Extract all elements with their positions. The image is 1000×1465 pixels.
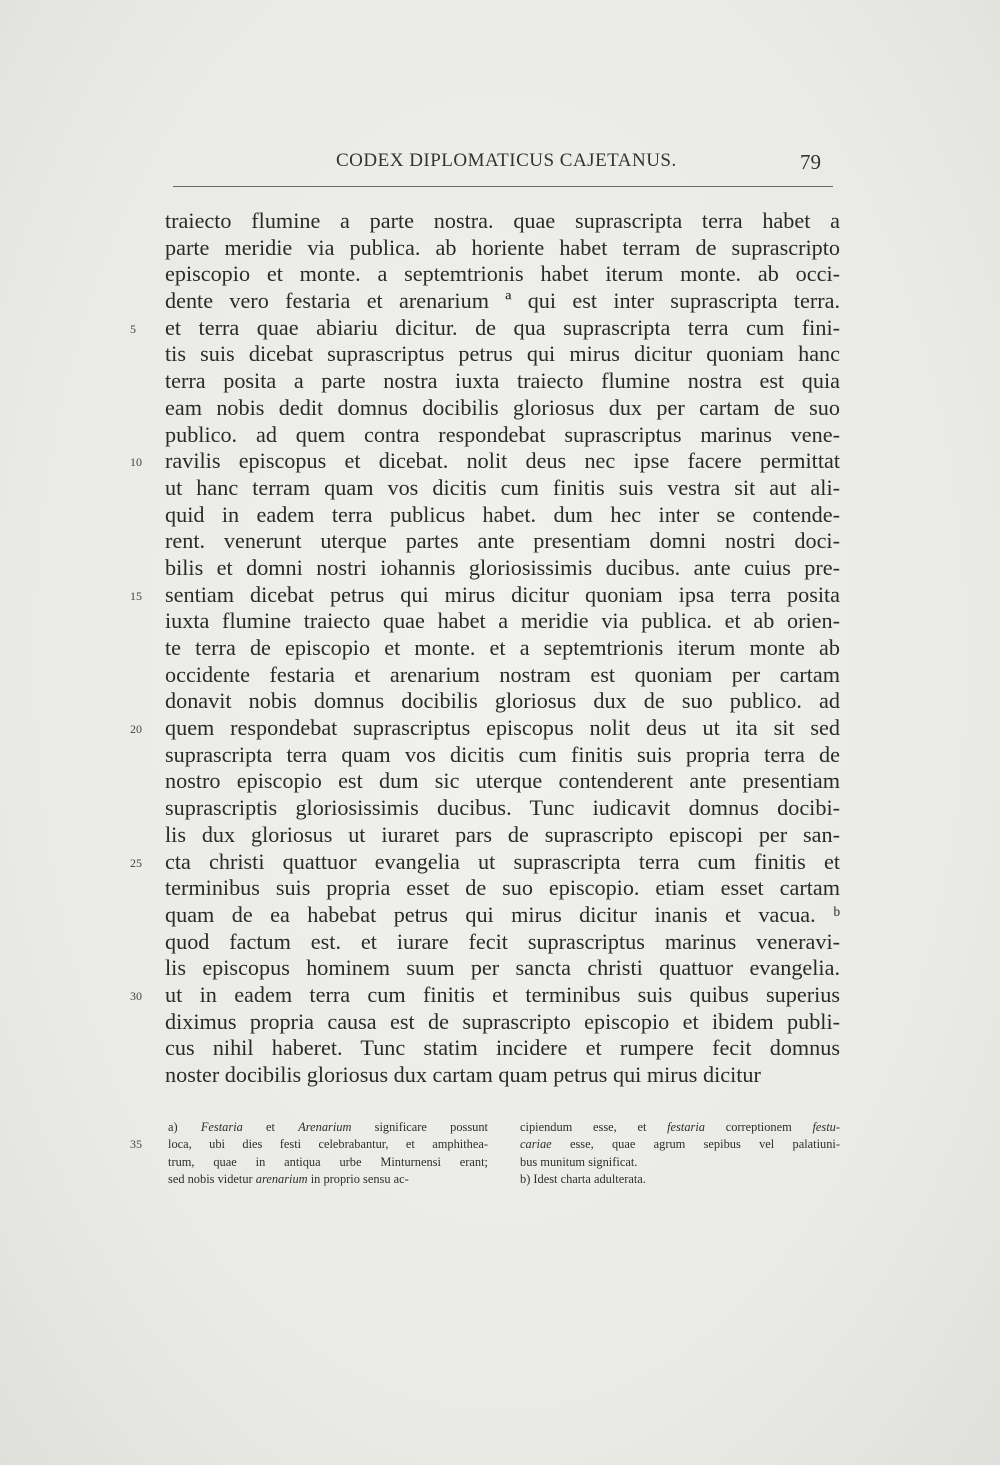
footnote-line — [168, 1154, 488, 1171]
text-line: quid in eadem terra publicus habet. dum hec inter se contende- — [165, 501, 840, 527]
footnote-text: bus munitum significat. — [520, 1154, 638, 1169]
footnote-line — [168, 1119, 488, 1136]
header-rule — [173, 186, 833, 187]
text-line: tis suis dicebat suprascriptus petrus qui mirus dicitur quoniam hanc — [165, 341, 840, 367]
footnote-italic-term: festu- — [812, 1120, 840, 1134]
text-line: bilis et domni nostri iohannis gloriosissimis ducibus. ante cuius pre- — [165, 554, 840, 580]
footnote-text: loca, ubi dies festi celebrabantur, et amphithea- — [168, 1137, 488, 1152]
text-line: donavit nobis domnus docibilis gloriosus dux de suo publico. ad — [165, 688, 840, 714]
text-line: te terra de episcopio et monte. et a septemtrionis iterum monte ab — [165, 635, 840, 660]
text-line: terminibus suis propria esset de suo episcopio. etiam esset cartam — [165, 875, 840, 901]
footnote-italic-term: arenarium — [255, 1171, 308, 1186]
text-line: cus nihil haberet. Tunc statim incidere et rumpere fecit domnus — [165, 1035, 840, 1061]
footnote-text: trum, quae in antiqua urbe Minturnensi erant; — [168, 1154, 488, 1169]
text-line: iuxta flumine traiecto quae habet a meridie via publica. et ab orien- — [165, 608, 840, 634]
text-line: eam nobis dedit domnus docibilis gloriosus dux per cartam de suo — [165, 394, 840, 420]
text-line: ut hanc terram quam vos dicitis cum finitis suis vestra sit aut ali- — [165, 474, 840, 500]
body-text — [165, 208, 840, 1089]
margin-line-number: 5 — [130, 321, 136, 336]
footnote-line — [168, 1136, 488, 1153]
text-line: occidente festaria et arenarium nostram est quoniam per cartam — [165, 661, 840, 687]
page-number: 79 — [800, 150, 821, 174]
text-line: suprascripta terra quam vos dicitis cum finitis suis propria terra de — [165, 741, 840, 767]
footnote-text: sed nobis videtur — [168, 1171, 256, 1186]
text-line: dente vero festaria et arenarium ª qui est inter suprascripta terra. — [165, 288, 840, 314]
text-line: ravilis episcopus et dicebat. nolit deus nec ipse facere permittat — [165, 448, 840, 474]
margin-line-number: 30 — [130, 989, 142, 1004]
footnote-column-left — [168, 1119, 488, 1188]
text-line: noster docibilis gloriosus dux cartam quam petrus qui mirus dicitur — [165, 1062, 761, 1087]
footnote-italic-term: festaria — [667, 1120, 705, 1134]
footnote-text: in proprio sensu ac- — [307, 1171, 409, 1186]
text-line: quam de ea habebat petrus qui mirus dicitur inanis et vacua. ᵇ — [165, 901, 840, 927]
margin-line-number: 10 — [130, 455, 142, 470]
footnote-text: correptionem — [704, 1120, 813, 1134]
running-head: CODEX DIPLOMATICUS CAJETANUS. — [336, 150, 677, 171]
footnote-column-right — [520, 1119, 840, 1188]
text-line: sentiam dicebat petrus qui mirus dicitur quoniam ipsa terra posita — [165, 581, 840, 607]
margin-line-number: 25 — [130, 855, 142, 870]
footnote-text: et — [242, 1120, 299, 1134]
text-line: et terra quae abiariu dicitur. de qua suprascripta terra cum fini- — [165, 314, 840, 340]
text-line: parte meridie via publica. ab horiente habet terram de suprascripto — [165, 234, 840, 260]
footnote-line — [168, 1171, 488, 1188]
text-line: quod factum est. et iurare fecit suprascriptus marinus veneravi- — [165, 928, 840, 954]
footnote-text: significare possunt — [351, 1120, 489, 1134]
footnote-line — [520, 1119, 840, 1136]
text-line: diximus propria causa est de suprascripto episcopio et ibidem publi- — [165, 1008, 840, 1034]
text-line: traiecto flumine a parte nostra. quae suprascripta terra habet a — [165, 208, 840, 233]
footnote-italic-term: Arenarium — [298, 1120, 352, 1134]
text-line: suprascriptis gloriosissimis ducibus. Tunc iudicavit domnus docibi- — [165, 795, 840, 821]
margin-line-number: 15 — [130, 588, 142, 603]
footnote-text: a) — [168, 1120, 201, 1134]
footnote-text: b) Idest charta adulterata. — [520, 1171, 646, 1186]
text-line: lis episcopus hominem suum per sancta christi quattuor evangelia. — [165, 955, 840, 981]
text-line: terra posita a parte nostra iuxta traiecto flumine nostra est quia — [165, 368, 840, 394]
text-line: ut in eadem terra cum finitis et terminibus suis quibus superius — [165, 981, 840, 1007]
text-line: nostro episcopio est dum sic uterque contenderent ante presentiam — [165, 768, 840, 794]
footnote-line — [520, 1154, 840, 1171]
footnote-italic-term: Festaria — [200, 1120, 243, 1134]
text-line: publico. ad quem contra respondebat suprascriptus marinus vene- — [165, 421, 840, 447]
footnote-italic-term: cariae — [520, 1137, 552, 1152]
footnote-line — [520, 1171, 840, 1188]
footnote-text: esse, quae agrum sepibus vel palatiuni- — [551, 1137, 840, 1152]
text-line: lis dux gloriosus ut iuraret pars de suprascripto episcopi per san- — [165, 821, 840, 847]
footnote-text: cipiendum esse, et — [520, 1120, 668, 1134]
text-line: quem respondebat suprascriptus episcopus nolit deus ut ita sit sed — [165, 715, 840, 741]
footnote-line-number: 35 — [130, 1137, 142, 1151]
footnote-line — [520, 1136, 840, 1153]
margin-line-number: 20 — [130, 722, 142, 737]
text-line: rent. venerunt uterque partes ante presentiam domni nostri doci- — [165, 528, 840, 554]
text-line: episcopio et monte. a septemtrionis habet iterum monte. ab occi- — [165, 261, 840, 287]
text-line: cta christi quattuor evangelia ut suprascripta terra cum finitis et — [165, 848, 840, 874]
